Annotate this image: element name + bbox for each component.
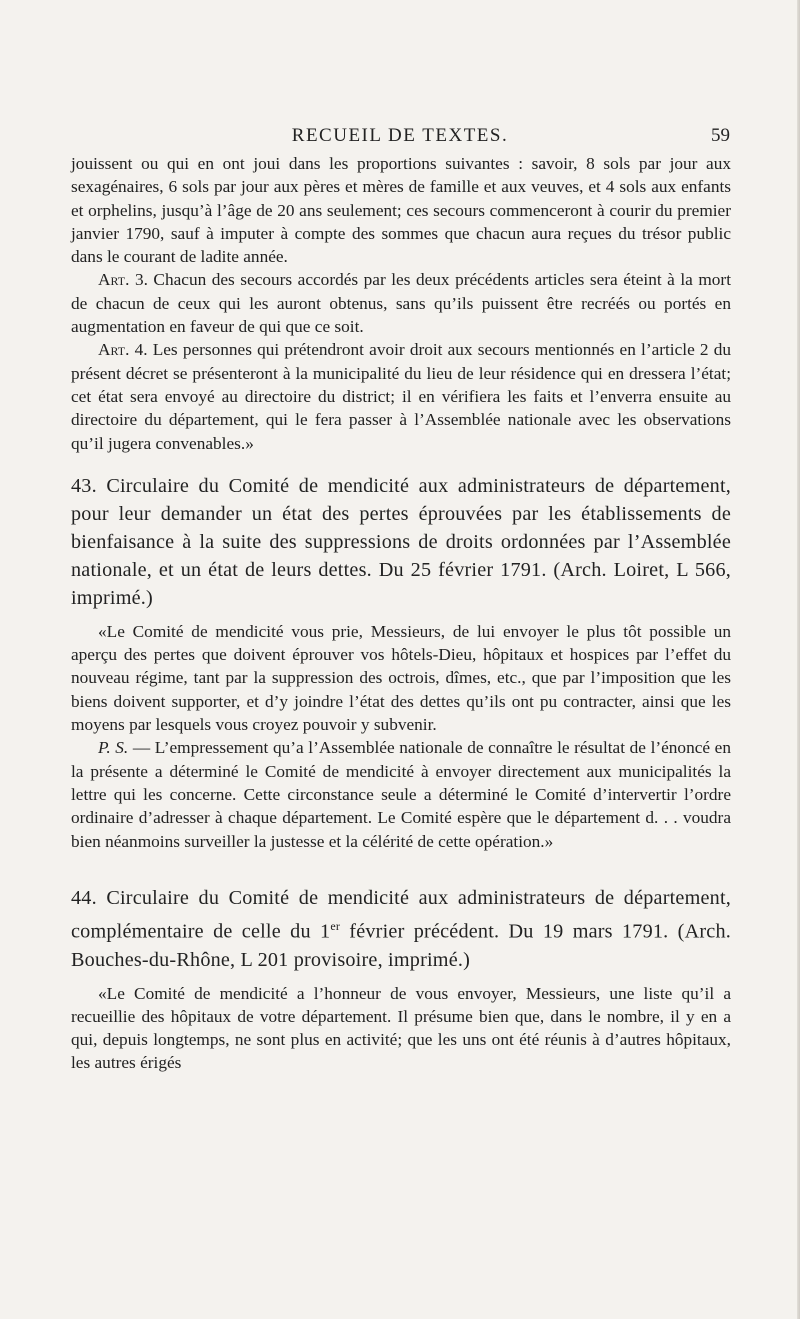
section-44-heading-sup: er [330, 918, 341, 933]
section-43-postscript [71, 736, 731, 852]
section-44-heading-a: 44. Circulaire du Comité de mendicité aux administrateurs de département, complémentaire de celle du 1 [71, 886, 731, 943]
section-44-letter: «Le Comité de mendicité a l’honneur de vous envoyer, Messieurs, une liste qu’il a recueillie des hôpitaux de votre département. Il présume bien que, dans le nombre, il y en a qui, depuis longtemps, ne sont plus en activité; que les uns ont été réunis à d’autres hôpitaux, les autres érigés [71, 983, 731, 1073]
article-4-text: Les personnes qui prétendront avoir droit aux secours mentionnés en l’article 2 du présent décret se présenteront à la municipalité du lieu de leur résidence qui en dressera l’état; cet état sera envoyé au directoire du district; il en vérifiera les faits et l’enverra ensuite au directoire du département, qui le fera passer à l’Assemblée nationale avec les observations qu’il jugera convenables.» [71, 340, 731, 453]
section-43-heading: 43. Circulaire du Comité de mendicité aux administrateurs de département, pour leur demander un état des pertes éprouvées par les établissements de bienfaisance à la suite des suppressions de droits ordonnées par l’Assemblée nationale, et un état de leurs dettes. Du 25 février 1791. (Arch. Loiret, L 566, imprimé.) [71, 474, 731, 609]
page-number: 59 [711, 125, 730, 146]
section-44-heading [71, 884, 731, 974]
article-3 [71, 268, 731, 338]
page-body [71, 152, 731, 1075]
continued-paragraph: jouissent ou qui en ont joui dans les proportions suivantes : savoir, 8 sols par jour aux sexagénaires, 6 sols par jour aux pères et mères de famille et aux veuves, et 4 sols aux enfants et orphelins, jusqu’à l’âge de 20 ans seulement; ces secours commenceront à courir du premier janvier 1790, sauf à imputer à compte des sommes que chacun aura reçues du trésor public dans le courant de ladite année. [71, 154, 731, 267]
postscript-label: P. S. [98, 738, 129, 758]
article-3-label: Art. 3. [98, 270, 148, 290]
running-title: RECUEIL DE TEXTES. [291, 125, 509, 146]
article-4-label: Art. 4. [98, 340, 148, 360]
running-header [70, 125, 730, 149]
article-4 [71, 338, 731, 454]
section-44-heading-b: février précédent. Du 19 mars 1791. (Arch. Bouches-du-Rhône, L 201 provisoire, imprimé.) [71, 920, 731, 971]
postscript-text: — L’empressement qu’a l’Assemblée nationale de connaître le résultat de l’énoncé en la présente a déterminé le Comité de mendicité à envoyer directement aux municipalités la lettre qui les concerne. Cette circonstance seule a déterminé le Comité d’intervertir l’ordre ordinaire d’adresser à chaque département. Le Comité espère que le département d. . . voudra bien néanmoins surveiller la justesse et la célérité de cette opération.» [71, 738, 731, 851]
article-3-text: Chacun des secours accordés par les deux précédents articles sera éteint à la mort de chacun de ceux qui les auront obtenus, sans qu’ils puissent être recréés ou portés en augmentation en faveur de qui que ce soit. [71, 270, 731, 337]
section-43-letter: «Le Comité de mendicité vous prie, Messieurs, de lui envoyer le plus tôt possible un aperçu des pertes que doivent éprouver vos hôtels-Dieu, hôpitaux et hospices par l’effet du nouveau régime, tant par la suppression des octrois, dîmes, etc., que par l’imposition que les biens doivent supporter, et d’y joindre l’état des dettes qu’ils ont pu contracter, ainsi que les moyens par lesquels vous croyez pouvoir y subvenir. [71, 621, 731, 735]
